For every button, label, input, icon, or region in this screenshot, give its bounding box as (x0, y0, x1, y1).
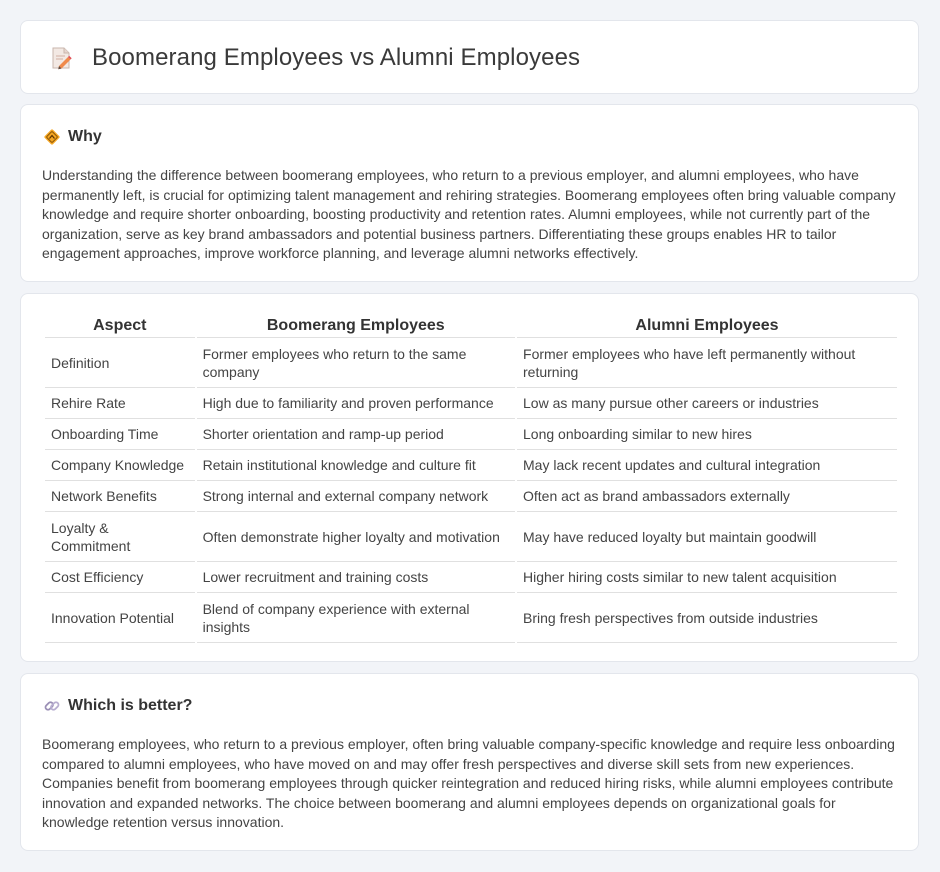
table-row (45, 562, 897, 593)
aspect-cell: Onboarding Time (45, 419, 195, 450)
alumni-cell: Long onboarding similar to new hires (517, 419, 897, 450)
boomerang-cell: Strong internal and external company network (197, 481, 515, 512)
aspect-cell: Rehire Rate (45, 388, 195, 419)
comparison-table (43, 316, 899, 643)
boomerang-cell: Often demonstrate higher loyalty and motivation (197, 512, 515, 562)
aspect-cell: Definition (45, 338, 195, 388)
aspect-cell: Cost Efficiency (45, 562, 195, 593)
aspect-cell: Loyalty & Commitment (45, 512, 195, 562)
alumni-cell: May have reduced loyalty but maintain goodwill (517, 512, 897, 562)
aspect-cell: Network Benefits (45, 481, 195, 512)
alumni-cell: Bring fresh perspectives from outside industries (517, 593, 897, 643)
why-paragraph: Understanding the difference between boomerang employees, who return to a previous employer, and alumni employees, who have permanently left, is crucial for optimizing talent management and rehiring strategies. Boomerang employees often bring valuable company knowledge and require shorter onboarding, boosting productivity and retention rates. Alumni employees, while not currently part of the organization, serve as key brand ambassadors and potential business partners. Differentiating these groups enables HR to tailor engagement approaches, improve workforce planning, and leverage alumni networks effectively. (42, 167, 896, 262)
boomerang-cell: High due to familiarity and proven performance (197, 388, 515, 419)
boomerang-cell: Shorter orientation and ramp-up period (197, 419, 515, 450)
document-edit-icon (48, 45, 74, 71)
why-section (20, 104, 919, 282)
boomerang-cell: Former employees who return to the same company (197, 338, 515, 388)
title-card (20, 20, 919, 94)
which-is-better-section (20, 673, 919, 851)
alumni-cell: Former employees who have left permanently without returning (517, 338, 897, 388)
header-aspect: Aspect (45, 316, 195, 338)
table-row (45, 338, 897, 388)
table-row (45, 481, 897, 512)
aspect-cell: Company Knowledge (45, 450, 195, 481)
alumni-cell: Higher hiring costs similar to new talent acquisition (517, 562, 897, 593)
boomerang-cell: Lower recruitment and training costs (197, 562, 515, 593)
table-row (45, 450, 897, 481)
why-heading: Why (68, 128, 102, 145)
header-alumni: Alumni Employees (517, 316, 897, 338)
table-header-row (45, 316, 897, 338)
table-row (45, 419, 897, 450)
alumni-cell: May lack recent updates and cultural integration (517, 450, 897, 481)
diamond-sign-icon (43, 128, 61, 146)
table-row (45, 512, 897, 562)
header-boomerang: Boomerang Employees (197, 316, 515, 338)
better-paragraph: Boomerang employees, who return to a previous employer, often bring valuable company-specific knowledge and require less onboarding compared to alumni employees, who have moved on and may offer fresh perspectives and diverse skill sets from new experiences. Companies benefit from boomerang employees through quicker reintegration and reduced hiring risks, while alumni employees contribute innovation and expanded networks. The choice between boomerang and alumni employees depends on organizational goals for knowledge retention versus innovation. (42, 736, 895, 831)
page-title: Boomerang Employees vs Alumni Employees (92, 44, 581, 71)
table-row (45, 593, 897, 643)
aspect-cell: Innovation Potential (45, 593, 195, 643)
boomerang-cell: Retain institutional knowledge and culture fit (197, 450, 515, 481)
table-row (45, 388, 897, 419)
boomerang-cell: Blend of company experience with external insights (197, 593, 515, 643)
comparison-section (20, 293, 919, 662)
link-icon (43, 697, 61, 715)
alumni-cell: Often act as brand ambassadors externally (517, 481, 897, 512)
better-heading: Which is better? (68, 697, 193, 714)
alumni-cell: Low as many pursue other careers or industries (517, 388, 897, 419)
